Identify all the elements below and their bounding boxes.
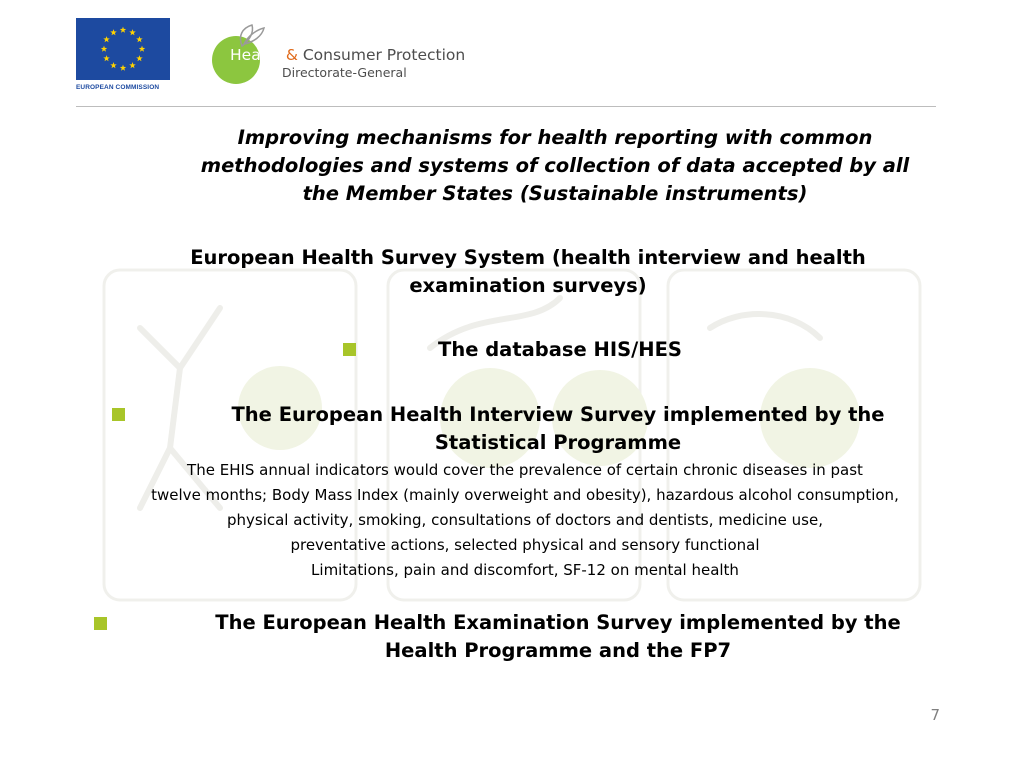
eu-star-icon xyxy=(110,62,116,68)
ehis-description: The EHIS annual indicators would cover the prevalence of certain chronic diseases in past twelve months; Body Mass Index (mainly overweight and obesity), hazardous alcohol consumption, physical activity, smoking, consultations of doctors and dentists, medicine use, preventative actions, selected physical and sensory functional Limitations, pain and discomfort, SF-12 on mental health xyxy=(151,461,899,579)
page-number: 7 xyxy=(930,706,940,724)
european-commission-logo xyxy=(76,18,172,94)
bullet-marker-icon xyxy=(343,343,356,356)
eu-star-icon xyxy=(101,46,107,52)
slide-heading: European Health Survey System (health interview and health examination surveys) xyxy=(190,246,866,297)
eu-star-icon xyxy=(129,62,135,68)
eu-star-icon xyxy=(103,36,109,42)
hcp-title-health: Health xyxy=(230,46,286,64)
eu-star-icon xyxy=(120,65,126,71)
eu-star-icon xyxy=(110,29,116,35)
eu-caption: EUROPEAN COMMISSION xyxy=(76,84,160,91)
slide-subtitle: Improving mechanisms for health reporting with common methodologies and systems of collection of data accepted by all the Member States (Sustainable instruments) xyxy=(200,126,910,205)
hcp-ampersand: & xyxy=(285,46,298,64)
bullet-ehes: The European Health Examination Survey implemented by the Health Programme and the FP7 xyxy=(215,611,901,662)
leaf-icon xyxy=(228,22,268,48)
bullet-marker-icon xyxy=(112,408,125,421)
health-consumer-protection-logo xyxy=(208,22,468,86)
header-divider xyxy=(76,106,936,107)
eu-star-icon xyxy=(120,27,126,33)
eu-star-icon xyxy=(139,46,145,52)
bullet-marker-icon xyxy=(94,617,107,630)
eu-star-icon xyxy=(136,55,142,61)
bullet-ehis: The European Health Interview Survey implemented by the Statistical Programme xyxy=(231,403,885,454)
hcp-title-rest: Consumer Protection xyxy=(297,46,466,64)
eu-flag-icon xyxy=(76,18,170,80)
eu-star-icon xyxy=(103,55,109,61)
eu-star-icon xyxy=(129,29,135,35)
hcp-title xyxy=(230,46,465,64)
bullet-database: The database HIS/HES xyxy=(438,338,682,361)
eu-star-icon xyxy=(136,36,142,42)
hcp-subtitle: Directorate-General xyxy=(282,65,407,80)
